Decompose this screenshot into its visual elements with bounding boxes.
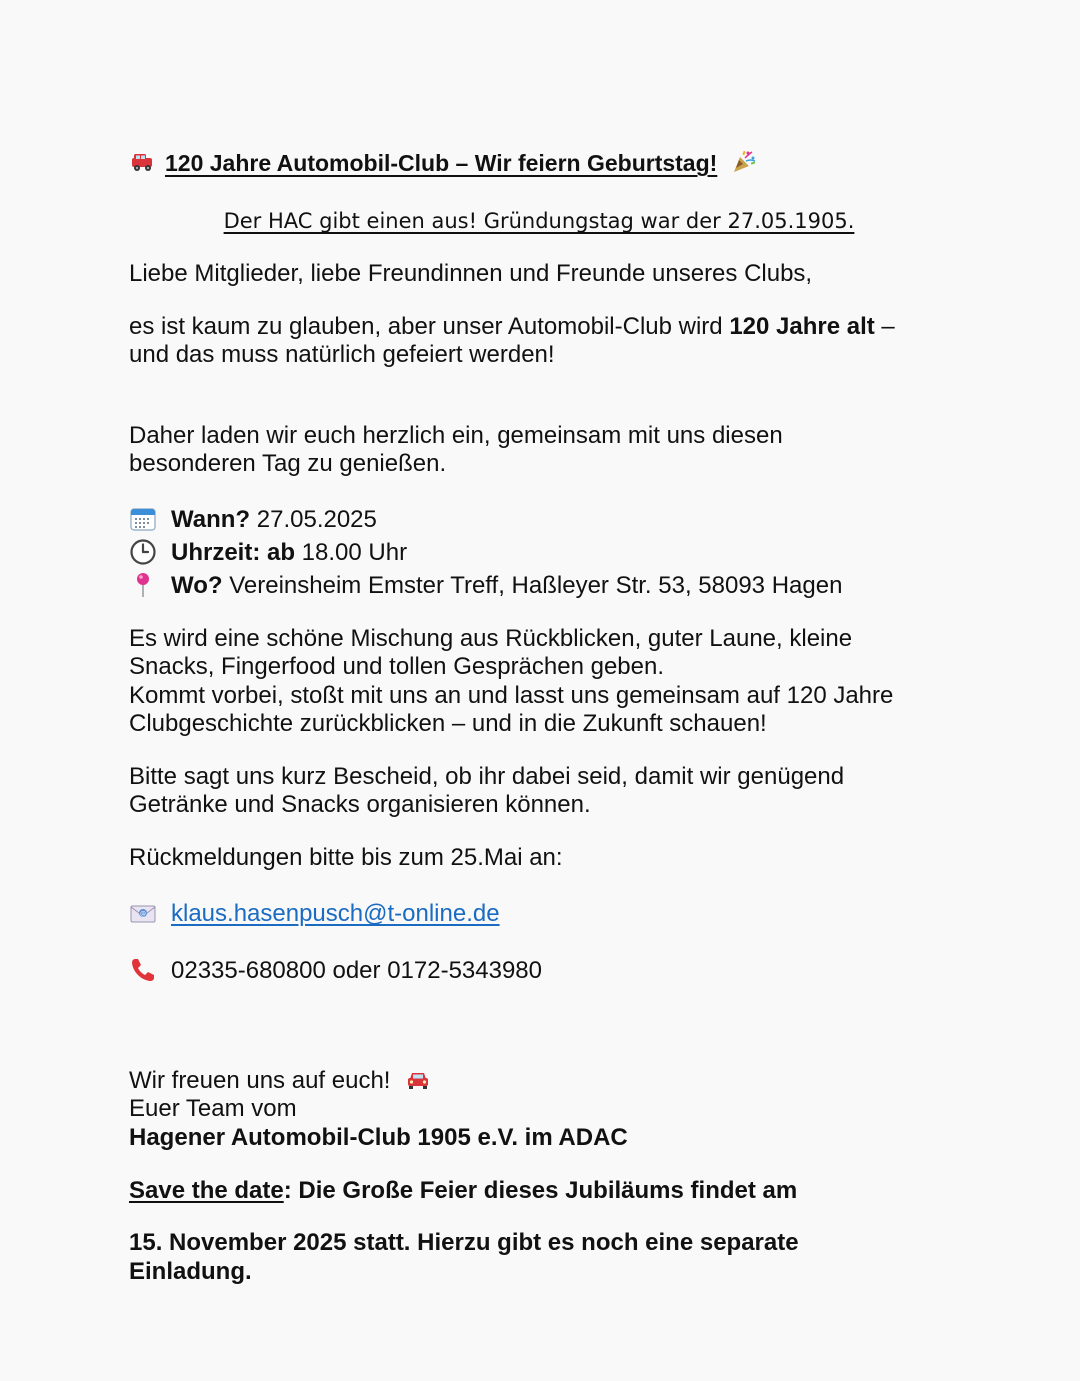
title-text: 120 Jahre Automobil-Club – Wir feiern Geburtstag!: [165, 150, 718, 176]
phone-numbers: 02335-680800 oder 0172-5343980: [171, 957, 543, 984]
description-line-4: Clubgeschichte zurückblicken – und in die Zukunft schauen!: [129, 710, 767, 737]
description-line-2: Snacks, Fingerfood und tollen Gesprächen geben.: [129, 653, 665, 680]
contact-phone-row: [129, 957, 542, 986]
svg-text:@: @: [140, 910, 146, 918]
closing-line-1: Wir freuen uns auf euch!: [129, 1067, 431, 1095]
contact-email-row: [129, 900, 500, 929]
envelope-icon: [129, 899, 157, 927]
car-front-icon: [405, 1067, 431, 1093]
time-value: 18.00 Uhr: [295, 539, 408, 566]
save-the-date-line-2: 15. November 2025 statt. Hierzu gibt es noch eine separate: [129, 1229, 799, 1256]
intro-bold-age: 120 Jahre alt: [729, 313, 875, 340]
where-label: Wo?: [171, 572, 223, 599]
pushpin-icon: [129, 571, 157, 599]
telephone-receiver-icon: [129, 956, 157, 984]
detail-when: [129, 506, 377, 535]
when-label: Wann?: [171, 506, 251, 533]
closing-club-name: Hagener Automobil-Club 1905 e.V. im ADAC: [129, 1124, 628, 1151]
closing-line-2: Euer Team vom: [129, 1095, 297, 1122]
save-the-date-line-1: Save the date: Die Große Feier dieses Jubiläums findet am: [129, 1177, 798, 1204]
clock-icon: [129, 538, 157, 566]
rsvp-line-1: Bitte sagt uns kurz Bescheid, ob ihr dabei seid, damit wir genügend: [129, 763, 845, 790]
calendar-icon: [129, 505, 157, 533]
description-line-3: Kommt vorbei, stoßt mit uns an und lasst uns gemeinsam auf 120 Jahre: [129, 682, 894, 709]
invite-line-2: besonderen Tag zu genießen.: [129, 450, 447, 477]
greeting: Liebe Mitglieder, liebe Freundinnen und Freunde unseres Clubs,: [129, 260, 813, 287]
subtitle: Der HAC gibt einen aus! Gründungstag war der 27.05.1905.: [223, 209, 855, 233]
email-link[interactable]: klaus.hasenpusch@t-online.de: [171, 900, 500, 927]
party-popper-icon: [731, 148, 757, 174]
where-value: Vereinsheim Emster Treff, Haßleyer Str. 53, 58093 Hagen: [222, 572, 843, 599]
description-line-1: Es wird eine schöne Mischung aus Rückblicken, guter Laune, kleine: [129, 625, 853, 652]
intro-line-1: es ist kaum zu glauben, aber unser Automobil-Club wird 120 Jahre alt –: [129, 313, 895, 340]
when-value: 27.05.2025: [250, 506, 377, 533]
time-label: Uhrzeit: ab: [171, 539, 296, 566]
intro-line-2: und das muss natürlich gefeiert werden!: [129, 341, 555, 368]
invite-line-1: Daher laden wir euch herzlich ein, gemeinsam mit uns diesen: [129, 422, 783, 449]
page-title: [129, 149, 757, 177]
rsvp-line-2: Getränke und Snacks organisieren können.: [129, 791, 591, 818]
detail-time: [129, 539, 407, 568]
detail-where: [129, 572, 842, 601]
rsvp-deadline: Rückmeldungen bitte bis zum 25.Mai an:: [129, 844, 563, 871]
save-the-date-label: Save the date: [129, 1177, 284, 1204]
red-car-icon: [129, 148, 155, 174]
save-the-date-line-3: Einladung.: [129, 1258, 252, 1285]
